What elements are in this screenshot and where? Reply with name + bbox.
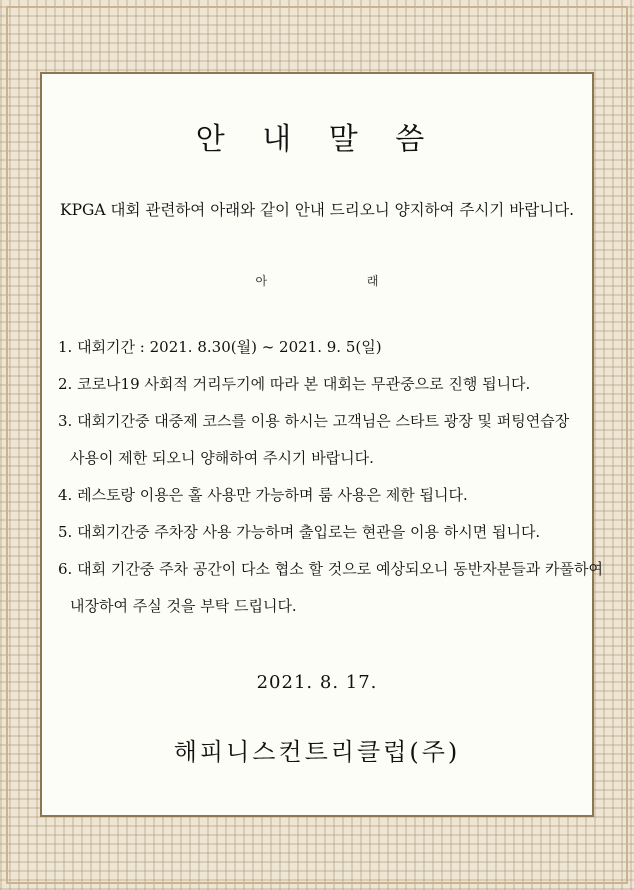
notice-panel — [40, 72, 603, 817]
notice-item: 5. 대회기간중 주차장 사용 가능하며 출입로는 현관을 이용 하시면 됩니다. — [58, 523, 541, 541]
notice-item-continuation: 사용이 제한 되오니 양해하여 주시기 바랍니다. — [70, 449, 374, 467]
notice-item-continuation: 내장하여 주실 것을 부탁 드립니다. — [70, 597, 297, 615]
notice-items — [58, 329, 603, 625]
notice-title: 안 내 말 씀 — [195, 122, 439, 157]
notice-item: 2. 코로나19 사회적 거리두기에 따라 본 대회는 무관중으로 진행 됩니다. — [58, 375, 531, 393]
notice-item: 1. 대회기간 : 2021. 8.30(월) ~ 2021. 9. 5(일) — [58, 338, 382, 356]
notice-subheading: 아 래 — [255, 274, 427, 288]
notice-item: 6. 대회 기간중 주차 공간이 다소 협소 할 것으로 예상되오니 동반자분들과 카풀하여 — [58, 560, 603, 578]
notice-item: 4. 레스토랑 이용은 홀 사용만 가능하며 룸 사용은 제한 됩니다. — [58, 486, 468, 504]
notice-date: 2021. 8. 17. — [256, 672, 378, 693]
organization-name: 해피니스컨트리클럽(주) — [173, 738, 461, 766]
notice-item: 3. 대회기간중 대중제 코스를 이용 하시는 고객님은 스타트 광장 및 퍼팅연습장 — [58, 412, 570, 430]
notice-intro: KPGA 대회 관련하여 아래와 같이 안내 드리오니 양지하여 주시기 바랍니다. — [60, 201, 575, 219]
